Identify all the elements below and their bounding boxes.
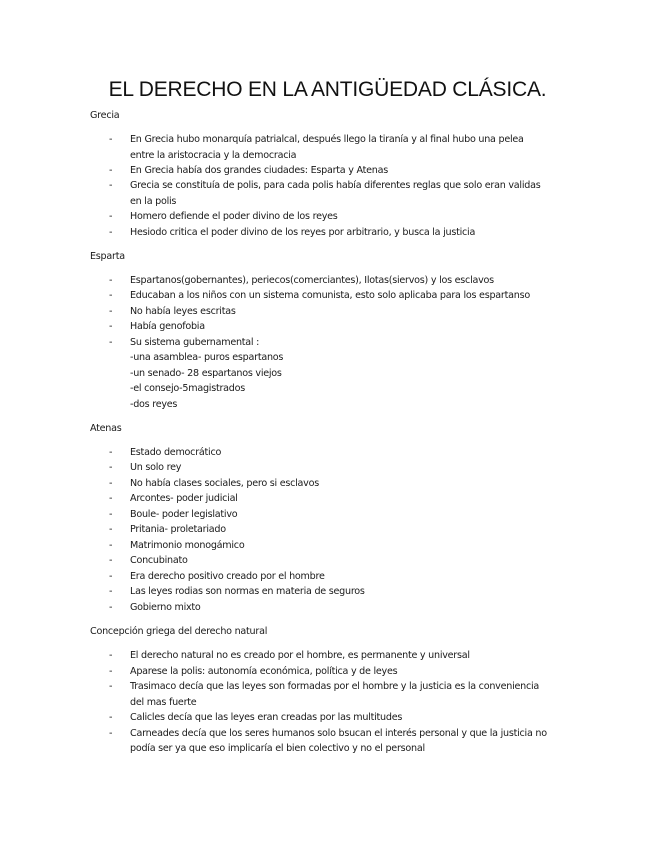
- section-heading-atenas: Atenas: [90, 423, 122, 434]
- list-item-text: Era derecho positivo creado por el hombre: [130, 571, 325, 582]
- list-item: [0, 602, 655, 618]
- list-item: [0, 165, 655, 181]
- bullet-dash: -: [109, 180, 113, 191]
- bullet-dash: -: [109, 602, 113, 613]
- list-item-text: Espartanos(gobernantes), periecos(comerciantes), Ilotas(siervos) y los esclavos: [130, 275, 494, 286]
- list-item-text: Matrimonio monogámico: [130, 540, 245, 551]
- list-item-text: Hesiodo critica el poder divino de los reyes por arbitrario, y busca la justicia: [130, 227, 476, 238]
- list-item-text: Educaban a los niños con un sistema comunista, esto solo aplicaba para los espartanso: [130, 290, 530, 301]
- bullet-dash: -: [109, 524, 113, 535]
- section-heading-grecia: Grecia: [90, 110, 120, 121]
- bullet-dash: -: [109, 728, 113, 739]
- list-item-text: Pritania- proletariado: [130, 524, 226, 535]
- section-heading-concepcion: Concepción griega del derecho natural: [90, 626, 268, 637]
- list-item: [0, 666, 655, 682]
- list-item-continuation: del mas fuerte: [130, 697, 197, 708]
- list-item-text: Estado democrático: [130, 447, 222, 458]
- list-item: [0, 728, 655, 744]
- bullet-dash: -: [109, 337, 113, 348]
- sub-list-item: -el consejo-5magistrados: [130, 383, 246, 394]
- bullet-dash: -: [109, 493, 113, 504]
- list-item: [0, 211, 655, 227]
- list-item: [0, 275, 655, 291]
- bullet-dash: -: [109, 666, 113, 677]
- bullet-dash: -: [109, 134, 113, 145]
- sub-list-item: -una asamblea- puros espartanos: [130, 352, 284, 363]
- list-item-text: Homero defiende el poder divino de los reyes: [130, 211, 338, 222]
- list-item-text: Un solo rey: [130, 462, 182, 473]
- list-item-text: Su sistema gubernamental :: [130, 337, 260, 348]
- bullet-dash: -: [109, 681, 113, 692]
- bullet-dash: -: [109, 275, 113, 286]
- list-item: [0, 712, 655, 728]
- list-item: [0, 306, 655, 322]
- sub-list-item: -un senado- 28 espartanos viejos: [130, 368, 282, 379]
- list-item-continuation: en la polis: [130, 196, 177, 207]
- bullet-dash: -: [109, 321, 113, 332]
- bullet-dash: -: [109, 306, 113, 317]
- list-item: [0, 650, 655, 666]
- list-item-continuation: entre la aristocracia y la democracia: [130, 150, 297, 161]
- list-item-text: Gobierno mixto: [130, 602, 201, 613]
- bullet-dash: -: [109, 211, 113, 222]
- bullet-dash: -: [109, 586, 113, 597]
- list-item-text: Había genofobia: [130, 321, 205, 332]
- list-item: [0, 555, 655, 571]
- bullet-dash: -: [109, 462, 113, 473]
- list-item: [0, 290, 655, 306]
- list-item-text: No había leyes escritas: [130, 306, 236, 317]
- list-item: [0, 478, 655, 494]
- list-item-text: El derecho natural no es creado por el hombre, es permanente y universal: [130, 650, 470, 661]
- page-title: EL DERECHO EN LA ANTIGÜEDAD CLÁSICA.: [108, 78, 547, 101]
- list-item-text: Calicles decía que las leyes eran creadas por las multitudes: [130, 712, 403, 723]
- bullet-dash: -: [109, 650, 113, 661]
- list-item: [0, 681, 655, 697]
- list-item-text: En Grecia había dos grandes ciudades: Esparta y Atenas: [130, 165, 388, 176]
- list-item: [0, 227, 655, 243]
- bullet-dash: -: [109, 478, 113, 489]
- list-item-text: Carneades decía que los seres humanos solo bsucan el interés personal y que la justicia no: [130, 728, 547, 739]
- list-item: [0, 462, 655, 478]
- list-item: [0, 493, 655, 509]
- bullet-dash: -: [109, 712, 113, 723]
- list-item-text: Aparese la polis: autonomía económica, política y de leyes: [130, 666, 398, 677]
- list-item: [0, 337, 655, 353]
- bullet-dash: -: [109, 540, 113, 551]
- list-item: [0, 571, 655, 587]
- list-item-text: Concubinato: [130, 555, 188, 566]
- list-item: [0, 524, 655, 540]
- list-item-text: Trasimaco decía que las leyes son formadas por el hombre y la justicia es la conveniencia: [130, 681, 540, 692]
- sub-list-item: -dos reyes: [130, 399, 178, 410]
- section-heading-esparta: Esparta: [90, 251, 125, 262]
- list-item-text: No había clases sociales, pero si esclavos: [130, 478, 319, 489]
- list-item: [0, 134, 655, 150]
- bullet-dash: -: [109, 447, 113, 458]
- bullet-dash: -: [109, 227, 113, 238]
- list-item: [0, 509, 655, 525]
- list-item-text: Boule- poder legislativo: [130, 509, 238, 520]
- list-item-text: En Grecia hubo monarquía patrialcal, después llego la tiranía y al final hubo una pelea: [130, 134, 524, 145]
- list-item-text: Arcontes- poder judicial: [130, 493, 238, 504]
- list-item-continuation: podía ser ya que eso implicaría el bien colectivo y no el personal: [130, 743, 425, 754]
- list-item: [0, 540, 655, 556]
- list-item: [0, 321, 655, 337]
- bullet-dash: -: [109, 509, 113, 520]
- list-item-text: Las leyes rodias son normas en materia de seguros: [130, 586, 365, 597]
- bullet-dash: -: [109, 571, 113, 582]
- bullet-dash: -: [109, 290, 113, 301]
- bullet-dash: -: [109, 165, 113, 176]
- list-item: [0, 447, 655, 463]
- list-item-text: Grecia se constituía de polis, para cada polis había diferentes reglas que solo eran validas: [130, 180, 541, 191]
- list-item: [0, 586, 655, 602]
- bullet-dash: -: [109, 555, 113, 566]
- list-item: [0, 180, 655, 196]
